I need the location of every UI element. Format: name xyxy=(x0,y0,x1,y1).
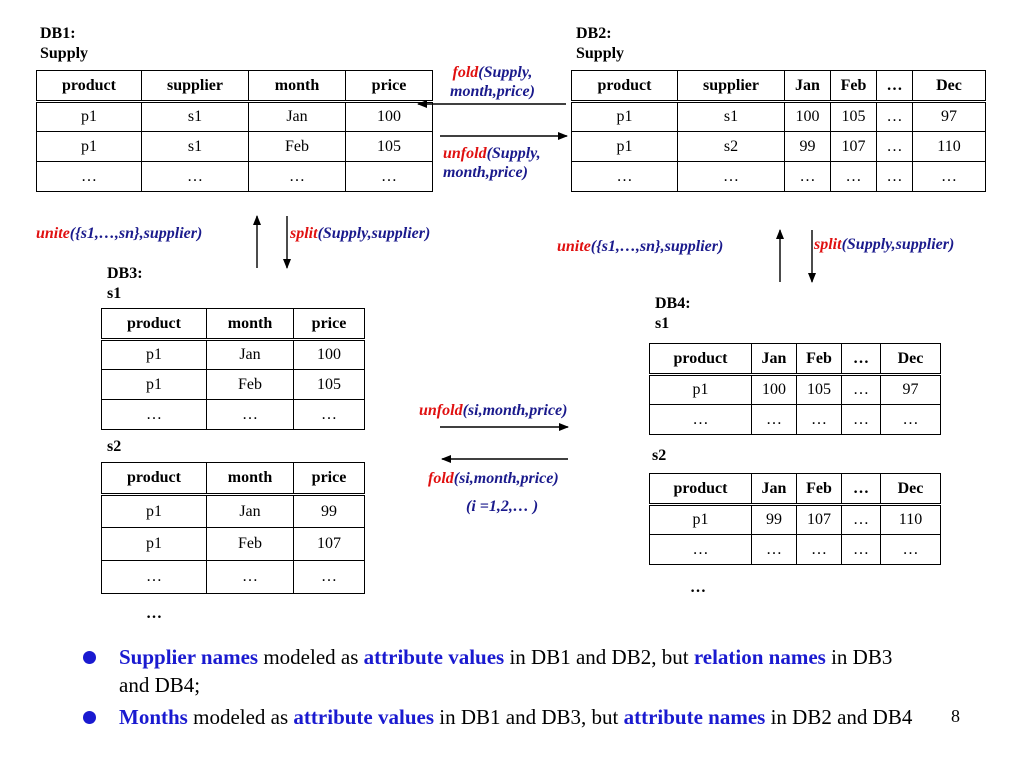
table-cell: … xyxy=(249,162,346,192)
table-cell: s2 xyxy=(678,132,785,162)
column-header: month xyxy=(207,309,294,340)
bullet-text: in DB2 and DB4 xyxy=(765,705,913,729)
table-cell: … xyxy=(797,535,842,565)
table-cell: … xyxy=(142,162,249,192)
column-header: Dec xyxy=(881,344,941,375)
table-cell: … xyxy=(913,162,986,192)
table-cell: s1 xyxy=(142,102,249,132)
bullet-months xyxy=(119,703,919,731)
table-cell: p1 xyxy=(37,102,142,132)
table-cell: 107 xyxy=(294,528,365,561)
table-cell: Feb xyxy=(249,132,346,162)
column-header: price xyxy=(294,463,365,495)
table-cell: … xyxy=(842,405,881,435)
table-cell: … xyxy=(752,405,797,435)
column-header: Feb xyxy=(831,71,877,102)
db4-s2-label: s2 xyxy=(652,447,667,464)
table-cell: 100 xyxy=(785,102,831,132)
table-cell: … xyxy=(102,400,207,430)
db4-label: DB4: s1 xyxy=(655,295,691,332)
table-cell: … xyxy=(797,405,842,435)
table-cell: 110 xyxy=(881,505,941,535)
table-cell: Feb xyxy=(207,528,294,561)
column-header: Feb xyxy=(797,344,842,375)
table-cell: Jan xyxy=(249,102,346,132)
db3-label: DB3: s1 xyxy=(107,265,143,302)
table-cell: p1 xyxy=(102,370,207,400)
table-cell: p1 xyxy=(102,528,207,561)
column-header: month xyxy=(207,463,294,495)
keyword-text: attribute values xyxy=(363,645,505,669)
db4-more: … xyxy=(690,579,706,596)
table-cell: … xyxy=(346,162,433,192)
table-cell: … xyxy=(102,561,207,594)
column-header: supplier xyxy=(678,71,785,102)
table-cell: 105 xyxy=(346,132,433,162)
column-header: product xyxy=(650,474,752,505)
table-cell: … xyxy=(842,505,881,535)
split-operator-left: split(Supply,supplier) xyxy=(290,225,431,242)
table-cell: 97 xyxy=(913,102,986,132)
table-cell: … xyxy=(752,535,797,565)
table-cell: 99 xyxy=(785,132,831,162)
table-cell: Feb xyxy=(207,370,294,400)
table-cell: … xyxy=(881,405,941,435)
column-header: product xyxy=(102,463,207,495)
column-header: supplier xyxy=(142,71,249,102)
column-header: product xyxy=(37,71,142,102)
table-cell: … xyxy=(831,162,877,192)
bullet-text: in DB1 and DB3, but xyxy=(434,705,624,729)
table-cell: … xyxy=(572,162,678,192)
page-number: 8 xyxy=(951,706,960,726)
bullet-supplier-names xyxy=(119,643,919,699)
table-cell: Jan xyxy=(207,340,294,370)
table-cell: … xyxy=(207,400,294,430)
fold-operator-mid: fold(si,month,price) xyxy=(428,470,559,487)
table-cell: … xyxy=(650,405,752,435)
table-cell: 99 xyxy=(294,495,365,528)
db2-label: DB2: Supply xyxy=(576,25,625,62)
table-cell: Jan xyxy=(207,495,294,528)
column-header: … xyxy=(842,474,881,505)
table-cell: … xyxy=(881,535,941,565)
bullet-text: modeled as xyxy=(187,705,294,729)
column-header: … xyxy=(877,71,913,102)
db3-more: … xyxy=(146,605,162,622)
unfold-operator-mid: unfold(si,month,price) xyxy=(419,402,568,419)
table-cell: 99 xyxy=(752,505,797,535)
table-cell: … xyxy=(842,535,881,565)
column-header: Jan xyxy=(785,71,831,102)
unite-operator-right: unite({s1,…,sn},supplier) xyxy=(557,238,724,255)
bullet-dot-1 xyxy=(83,651,96,664)
table-cell: 105 xyxy=(797,375,842,405)
table-cell: 100 xyxy=(752,375,797,405)
keyword-text: Months xyxy=(119,705,188,729)
table-cell: … xyxy=(207,561,294,594)
table-cell: … xyxy=(842,375,881,405)
table-cell: 105 xyxy=(831,102,877,132)
table-cell: p1 xyxy=(102,340,207,370)
bullet-text: modeled as xyxy=(258,645,364,669)
column-header: Dec xyxy=(881,474,941,505)
fold-operator-top: fold(Supply, month,price) xyxy=(450,64,535,100)
keyword-text: Supplier names xyxy=(119,645,259,669)
table-cell: 110 xyxy=(913,132,986,162)
column-header: Jan xyxy=(752,474,797,505)
table-cell: 107 xyxy=(831,132,877,162)
table-cell: … xyxy=(678,162,785,192)
table-cell: p1 xyxy=(650,505,752,535)
table-cell: … xyxy=(877,102,913,132)
bullet-text: in DB1 and DB2, but xyxy=(504,645,694,669)
column-header: Feb xyxy=(797,474,842,505)
column-header: … xyxy=(842,344,881,375)
table-cell: 97 xyxy=(881,375,941,405)
table-cell: … xyxy=(785,162,831,192)
keyword-text: attribute values xyxy=(293,705,434,729)
keyword-text: relation names xyxy=(693,645,826,669)
bullet-dot-2 xyxy=(83,711,96,724)
column-header: price xyxy=(294,309,365,340)
table-cell: p1 xyxy=(37,132,142,162)
table-cell: … xyxy=(294,561,365,594)
table-cell: … xyxy=(877,162,913,192)
table-cell: … xyxy=(294,400,365,430)
column-header: price xyxy=(346,71,433,102)
column-header: product xyxy=(572,71,678,102)
table-cell: p1 xyxy=(572,102,678,132)
keyword-text: attribute names xyxy=(623,705,766,729)
fold-index-note: (i =1,2,… ) xyxy=(466,498,539,515)
table-cell: … xyxy=(37,162,142,192)
table-cell: 107 xyxy=(797,505,842,535)
table-cell: p1 xyxy=(102,495,207,528)
split-operator-right: split(Supply,supplier) xyxy=(814,236,955,253)
unfold-operator-top: unfold(Supply, month,price) xyxy=(443,145,541,181)
table-cell: … xyxy=(877,132,913,162)
db1-label: DB1: Supply xyxy=(40,25,89,62)
bullet-text: in DB3 and DB4; xyxy=(119,645,893,697)
table-cell: 100 xyxy=(346,102,433,132)
column-header: Jan xyxy=(752,344,797,375)
unite-operator-left: unite({s1,…,sn},supplier) xyxy=(36,225,203,242)
table-cell: s1 xyxy=(678,102,785,132)
table-cell: p1 xyxy=(650,375,752,405)
table-cell: … xyxy=(650,535,752,565)
column-header: product xyxy=(650,344,752,375)
column-header: month xyxy=(249,71,346,102)
table-cell: s1 xyxy=(142,132,249,162)
db3-s2-label: s2 xyxy=(107,438,122,455)
table-cell: p1 xyxy=(572,132,678,162)
column-header: product xyxy=(102,309,207,340)
table-cell: 100 xyxy=(294,340,365,370)
table-cell: 105 xyxy=(294,370,365,400)
column-header: Dec xyxy=(913,71,986,102)
